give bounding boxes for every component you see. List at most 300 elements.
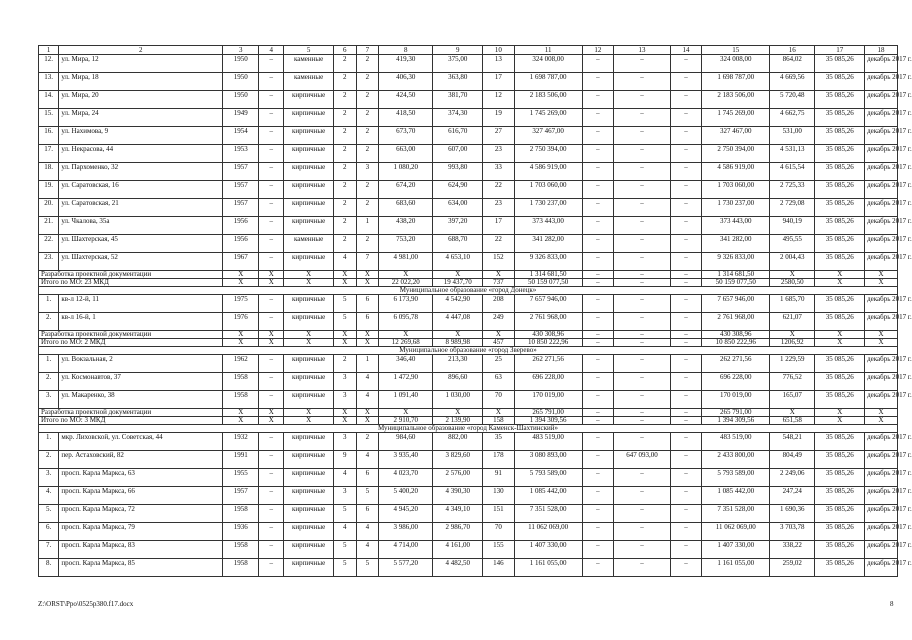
cell-c15: 1 703 060,00 [702,181,770,199]
cell-year: 1958 [223,505,259,523]
cell-year: 1932 [223,433,259,451]
capital-repair-register-table [38,45,912,577]
cell-n: 21. [39,217,59,235]
deadline-text: декабрь 2017 г. [867,235,912,243]
municipality-section-row [39,425,898,433]
cell-fl: 2 [333,217,356,235]
cell-c4: – [259,295,284,313]
summary-cell: X [284,331,334,339]
cell-c14: – [670,451,702,469]
summary-cell: X [865,409,898,417]
cell-live: 4 349,10 [433,505,483,523]
cell-ent: 6 [356,469,379,487]
cell-c4: – [259,373,284,391]
summary-cell: X [284,417,334,425]
cell-mat: каменные [284,55,334,73]
table-row [39,235,898,253]
cell-c17: 35 085,26 [815,145,865,163]
column-number-cell: 12 [582,46,614,55]
deadline-text: декабрь 2017 г. [867,487,912,495]
cell-ppl: 35 [483,433,515,451]
table-row [39,73,898,91]
summary-cell: 2580,50 [770,279,815,287]
cell-year: 1958 [223,391,259,409]
cell-c17: 35 085,26 [815,313,865,331]
summary-cell: X [223,279,259,287]
summary-cell: X [284,409,334,417]
deadline-text: декабрь 2017 г. [867,313,912,321]
cell-c15: 483 519,00 [702,433,770,451]
summary-cell: X [815,271,865,279]
cell-c13: – [614,523,671,541]
cell-c15: 2 750 394,00 [702,145,770,163]
cell-cost: 341 282,00 [514,235,582,253]
cell-year: 1976 [223,313,259,331]
cell-ent: 4 [356,373,379,391]
summary-cell: X [815,409,865,417]
summary-cell: X [356,409,379,417]
cell-c13: – [614,73,671,91]
cell-mat: кирпичные [284,313,334,331]
deadline-text: декабрь 2017 г. [867,73,912,81]
cell-area: 753,20 [379,235,433,253]
cell-c17: 35 085,26 [815,163,865,181]
cell-area: 4 023,70 [379,469,433,487]
cell-c12: – [582,253,614,271]
cell-mat: кирпичные [284,469,334,487]
cell-c13: – [614,391,671,409]
cell-ent: 5 [356,487,379,505]
cell-ent: 2 [356,235,379,253]
cell-addr: просп. Карла Маркса, 66 [59,487,223,505]
cell-fl: 2 [333,73,356,91]
cell-c16: 2 729,08 [770,199,815,217]
cell-area: 663,00 [379,145,433,163]
cell-n: 6. [39,523,59,541]
cell-live: 381,70 [433,91,483,109]
cell-cost: 1 161 055,00 [514,559,582,577]
cell-n: 3. [39,469,59,487]
cell-n: 13. [39,73,59,91]
table-row [39,91,898,109]
cell-ppl: 155 [483,541,515,559]
summary-cell: 430 308,96 [514,331,582,339]
cell-n: 20. [39,199,59,217]
municipality-title: Муниципальное образование «город Донецк» [39,287,898,295]
cell-area: 424,50 [379,91,433,109]
summary-cell: X [284,339,334,347]
cell-ent: 6 [356,313,379,331]
table-row [39,127,898,145]
summary-cell: 265 791,00 [702,409,770,417]
cell-live: 993,80 [433,163,483,181]
cell-year: 1958 [223,559,259,577]
cell-c14: – [670,73,702,91]
summary-cell: 2 910,70 [379,417,433,425]
cell-c17: 35 085,26 [815,487,865,505]
cell-c13: – [614,373,671,391]
cell-c12: – [582,295,614,313]
cell-c13: – [614,217,671,235]
cell-c4: – [259,73,284,91]
cell-c12: – [582,523,614,541]
cell-n: 18. [39,163,59,181]
cell-ent: 2 [356,109,379,127]
cell-n: 5. [39,505,59,523]
column-number-cell: 16 [770,46,815,55]
table-row [39,295,898,313]
table-row [39,541,898,559]
summary-cell: X [259,409,284,417]
cell-mat: каменные [284,73,334,91]
cell-c15: 4 586 919,00 [702,163,770,181]
cell-ppl: 27 [483,127,515,145]
cell-c16: 2 725,33 [770,181,815,199]
cell-cost: 327 467,00 [514,127,582,145]
cell-c16: 338,22 [770,541,815,559]
cell-c16: 2 249,06 [770,469,815,487]
summary-cell: X [379,331,433,339]
footer-page-number: 8 [890,600,894,608]
cell-date [865,313,912,331]
cell-fl: 2 [333,127,356,145]
table-row [39,559,898,577]
cell-date [865,433,912,451]
summary-cell: X [333,417,356,425]
cell-cost: 373 443,00 [514,217,582,235]
cell-fl: 3 [333,391,356,409]
deadline-text: декабрь 2017 г. [867,181,912,189]
summary-cell: – [582,409,614,417]
deadline-text: декабрь 2017 г. [867,91,912,99]
cell-ppl: 23 [483,145,515,163]
summary-cell: 1 394 309,56 [702,417,770,425]
cell-live: 3 829,60 [433,451,483,469]
cell-year: 1956 [223,235,259,253]
cell-c15: 5 793 589,00 [702,469,770,487]
deadline-text: декабрь 2017 г. [867,163,912,171]
cell-c4: – [259,235,284,253]
cell-c4: – [259,181,284,199]
municipality-title: Муниципальное образование «город Каменск-Шахтинский» [39,425,898,433]
cell-mat: кирпичные [284,487,334,505]
cell-c12: – [582,199,614,217]
deadline-text: декабрь 2017 г. [867,391,912,399]
table-row [39,469,898,487]
cell-c13: – [614,127,671,145]
column-number-cell: 2 [59,46,223,55]
cell-c4: – [259,541,284,559]
cell-year: 1955 [223,469,259,487]
cell-c13: – [614,469,671,487]
cell-c15: 9 326 833,00 [702,253,770,271]
cell-c12: – [582,451,614,469]
cell-ent: 6 [356,295,379,313]
municipality-title: Муниципальное образование «город Зверево» [39,347,898,355]
cell-c12: – [582,235,614,253]
cell-c16: 864,02 [770,55,815,73]
cell-c13: – [614,91,671,109]
cell-c12: – [582,505,614,523]
deadline-text: декабрь 2017 г. [867,295,912,303]
cell-area: 984,60 [379,433,433,451]
cell-ent: 4 [356,391,379,409]
cell-area: 1 080,20 [379,163,433,181]
cell-ppl: 70 [483,523,515,541]
cell-date [865,109,912,127]
cell-date [865,469,912,487]
cell-fl: 2 [333,181,356,199]
cell-fl: 4 [333,253,356,271]
table-row [39,181,898,199]
summary-cell: – [614,279,671,287]
cell-year: 1957 [223,163,259,181]
cell-ent: 4 [356,523,379,541]
municipality-section-row [39,287,898,295]
summary-cell: – [582,339,614,347]
cell-ppl: 25 [483,355,515,373]
cell-mat: кирпичные [284,559,334,577]
summary-cell: X [770,409,815,417]
cell-c16: 4 662,75 [770,109,815,127]
column-number-cell: 5 [284,46,334,55]
summary-cell: X [223,271,259,279]
summary-cell: X [259,331,284,339]
cell-c13: – [614,433,671,451]
deadline-text: декабрь 2017 г. [867,523,912,531]
cell-c4: – [259,505,284,523]
cell-live: 882,00 [433,433,483,451]
cell-c14: – [670,505,702,523]
table-row [39,163,898,181]
cell-year: 1957 [223,199,259,217]
table-row [39,55,898,73]
summary-cell: 50 159 077,50 [514,279,582,287]
cell-c17: 35 085,26 [815,505,865,523]
column-number-cell: 14 [670,46,702,55]
cell-c16: 4 669,56 [770,73,815,91]
cell-mat: кирпичные [284,217,334,235]
cell-c14: – [670,199,702,217]
cell-live: 4 390,30 [433,487,483,505]
cell-c14: – [670,469,702,487]
cell-c13: – [614,199,671,217]
cell-n: 2. [39,313,59,331]
cell-ent: 2 [356,127,379,145]
cell-c13: – [614,559,671,577]
cell-fl: 2 [333,163,356,181]
summary-cell: – [614,339,671,347]
cell-c15: 1 730 237,00 [702,199,770,217]
cell-addr: ул. Нахимова, 9 [59,127,223,145]
cell-c4: – [259,145,284,163]
summary-cell: 265 791,00 [514,409,582,417]
cell-ent: 2 [356,73,379,91]
summary-cell: – [670,331,702,339]
cell-ent: 6 [356,505,379,523]
cell-addr: ул. Мира, 18 [59,73,223,91]
cell-mat: кирпичные [284,127,334,145]
cell-date [865,355,912,373]
cell-ent: 2 [356,433,379,451]
summary-cell: 10 850 222,96 [702,339,770,347]
summary-cell: X [333,271,356,279]
cell-c4: – [259,433,284,451]
cell-c4: – [259,487,284,505]
summary-cell: 651,58 [770,417,815,425]
cell-c16: 4 531,13 [770,145,815,163]
cell-fl: 3 [333,373,356,391]
cell-year: 1957 [223,181,259,199]
footer-file-path: Z:\ORST\Ppo\0525p380.f17.docx [38,600,134,608]
cell-mat: кирпичные [284,355,334,373]
cell-cost: 170 019,00 [514,391,582,409]
cell-live: 213,30 [433,355,483,373]
cell-addr: ул. Мира, 24 [59,109,223,127]
column-number-cell: 8 [379,46,433,55]
cell-c13: – [614,163,671,181]
cell-date [865,451,912,469]
deadline-text: декабрь 2017 г. [867,451,912,459]
cell-area: 3 986,00 [379,523,433,541]
cell-cost: 696 228,00 [514,373,582,391]
summary-cell: – [614,417,671,425]
cell-c14: – [670,391,702,409]
summary-cell: X [333,339,356,347]
cell-c13: – [614,109,671,127]
summary-cell: X [259,417,284,425]
cell-c14: – [670,91,702,109]
cell-live: 4 447,08 [433,313,483,331]
cell-c16: 1 685,70 [770,295,815,313]
cell-addr: ул. Мира, 20 [59,91,223,109]
cell-addr: просп. Карла Маркса, 79 [59,523,223,541]
cell-date [865,145,912,163]
cell-mat: кирпичные [284,109,334,127]
cell-n: 23. [39,253,59,271]
cell-cost: 2 183 506,00 [514,91,582,109]
summary-cell: – [614,331,671,339]
cell-c4: – [259,91,284,109]
cell-area: 673,70 [379,127,433,145]
cell-cost: 483 519,00 [514,433,582,451]
cell-date [865,235,912,253]
cell-c12: – [582,433,614,451]
summary-cell: 1 394 309,56 [514,417,582,425]
cell-ppl: 130 [483,487,515,505]
column-number-cell: 15 [702,46,770,55]
deadline-text: декабрь 2017 г. [867,469,912,477]
table-row [39,355,898,373]
cell-c17: 35 085,26 [815,373,865,391]
summary-cell: X [356,339,379,347]
summary-cell: 430 308,96 [702,331,770,339]
cell-area: 6 173,90 [379,295,433,313]
cell-ppl: 33 [483,163,515,181]
summary-cell: X [483,331,515,339]
cell-ppl: 63 [483,373,515,391]
summary-cell: 457 [483,339,515,347]
cell-year: 1957 [223,487,259,505]
cell-c15: 7 351 528,00 [702,505,770,523]
cell-area: 674,20 [379,181,433,199]
cell-c12: – [582,313,614,331]
cell-fl: 2 [333,55,356,73]
cell-live: 688,70 [433,235,483,253]
cell-c12: – [582,181,614,199]
cell-c12: – [582,391,614,409]
cell-c12: – [582,373,614,391]
summary-cell: – [614,271,671,279]
cell-c13: – [614,253,671,271]
cell-mat: кирпичные [284,373,334,391]
cell-c17: 35 085,26 [815,109,865,127]
column-number-cell: 13 [614,46,671,55]
column-number-cell: 7 [356,46,379,55]
table-row [39,253,898,271]
summary-cell: X [356,271,379,279]
cell-c4: – [259,127,284,145]
cell-c16: 804,49 [770,451,815,469]
cell-ppl: 152 [483,253,515,271]
cell-fl: 3 [333,487,356,505]
cell-fl: 5 [333,505,356,523]
summary-cell: X [333,279,356,287]
cell-c14: – [670,253,702,271]
cell-ppl: 249 [483,313,515,331]
cell-c13: 647 093,00 [614,451,671,469]
summary-cell: 1 314 681,50 [702,271,770,279]
cell-c4: – [259,217,284,235]
cell-n: 17. [39,145,59,163]
table-row [39,433,898,451]
summary-cell: – [670,417,702,425]
cell-c17: 35 085,26 [815,391,865,409]
cell-c15: 1 745 269,00 [702,109,770,127]
cell-c17: 35 085,26 [815,73,865,91]
cell-mat: кирпичные [284,91,334,109]
cell-live: 4 161,00 [433,541,483,559]
table-row [39,391,898,409]
cell-addr: ул. Пархоменко, 32 [59,163,223,181]
cell-addr: кв-л 16-й, 1 [59,313,223,331]
cell-fl: 2 [333,91,356,109]
cell-fl: 2 [333,145,356,163]
cell-c14: – [670,145,702,163]
table-row [39,523,898,541]
cell-mat: кирпичные [284,523,334,541]
cell-area: 406,30 [379,73,433,91]
cell-c14: – [670,559,702,577]
cell-fl: 3 [333,433,356,451]
cell-n: 7. [39,541,59,559]
cell-cost: 1 085 442,00 [514,487,582,505]
cell-fl: 2 [333,355,356,373]
summary-cell: 158 [483,417,515,425]
cell-fl: 5 [333,295,356,313]
summary-cell: X [223,409,259,417]
table-row [39,487,898,505]
cell-ent: 2 [356,55,379,73]
cell-c14: – [670,163,702,181]
cell-c4: – [259,109,284,127]
cell-date [865,541,912,559]
cell-cost: 1 703 060,00 [514,181,582,199]
cell-area: 5 400,20 [379,487,433,505]
cell-live: 4 653,10 [433,253,483,271]
cell-area: 6 095,78 [379,313,433,331]
cell-c16: 495,55 [770,235,815,253]
